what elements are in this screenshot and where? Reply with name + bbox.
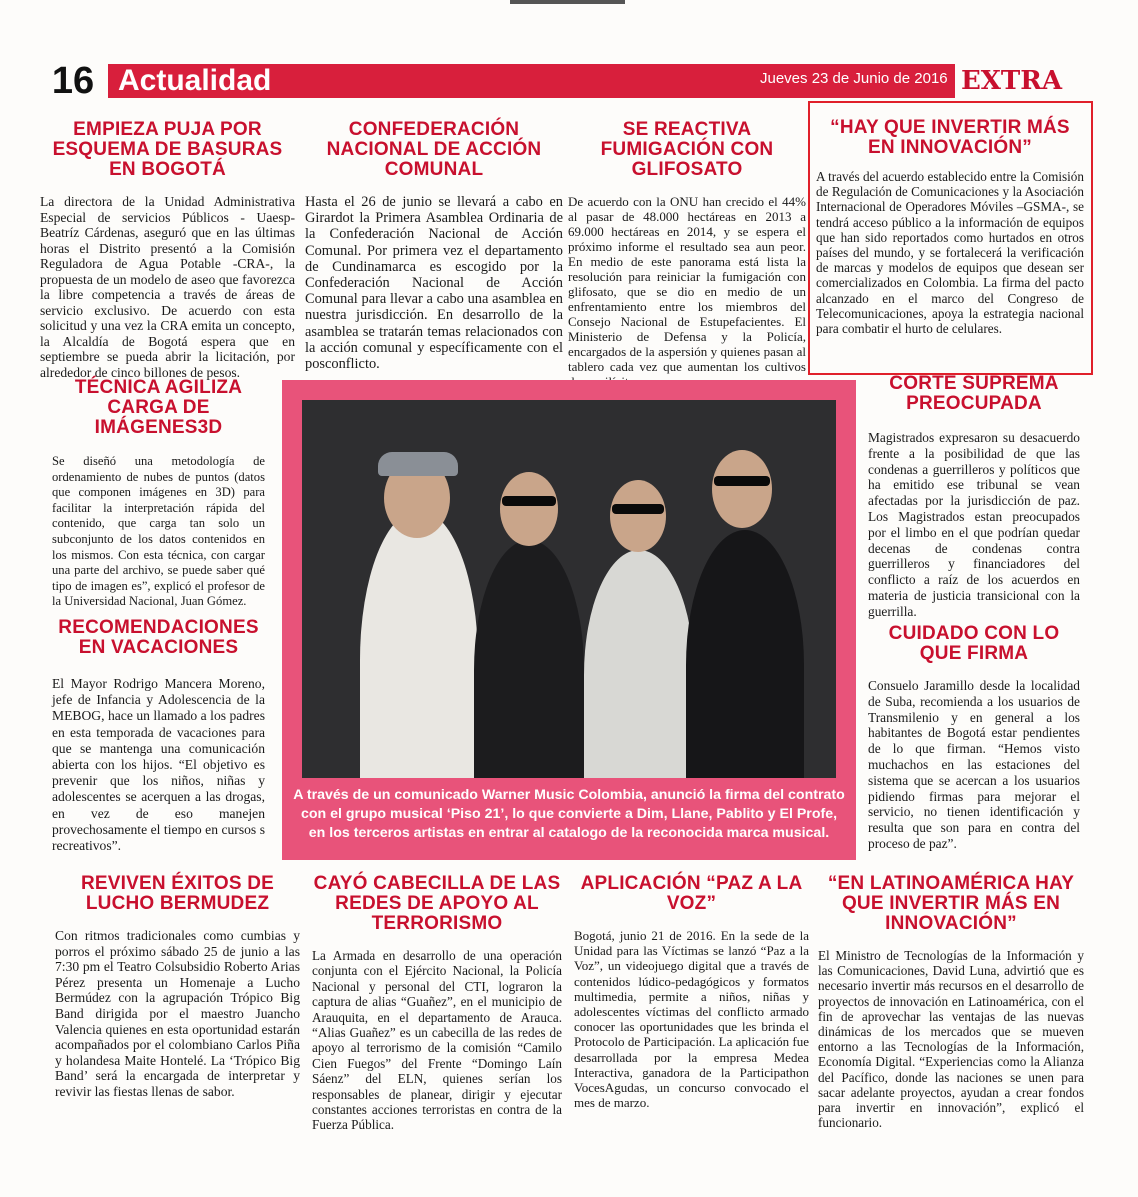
headline: APLICACIÓN “PAZ A LA VOZ” [580,873,803,914]
cap-icon [378,452,458,476]
page-number: 16 [38,60,108,102]
issue-date: Jueves 23 de Junio de 2016 [760,70,948,87]
band-photo [302,400,836,778]
headline: CUIDADO CON LO QUE FIRMA [888,623,1060,664]
article-body: La directora de la Unidad Administrativa Especial de servicios Públicos - Uaesp- Beatríz Cárdenas, aseguró que en las últimas horas el Distrito presentó a la Comisión Reguladora de Agua Potable -CRA-, la propuesta de un modelo de aseo que favorezca la libre competencia a través de áreas de servicio exclusivo. De acuerdo con esta solicitud y una vez la CRA emita un concepto, la Alcaldía de Bogotá espera que en septiembre se pueda abrir la licitación, por alrededor de cinco billones de pesos. [40,194,295,380]
article-body: El Mayor Rodrigo Mancera Moreno, jefe de Infancia y Adolescencia de la MEBOG, hace un llamado a los padres en esta temporada de vacaciones para que se mantenga una comunicación abierta con los hijos. “El objetivo es prevenir que los niños, niñas y adolescentes se acerquen a las drogas, en vez de eso manejen provechosamente el tiempo en cursos s recreativos”. [52,676,265,854]
person-head [712,450,772,528]
article-glifosato [568,120,806,389]
headline: TÉCNICA AGILIZA CARGA DE IMÁGENES3D [74,377,243,438]
article-body: El Ministro de Tecnologías de la Información y las Comunicaciones, David Luna, advirtió que es necesario invertir más recursos en el desarrollo de proyectos de innovación en Latinoamérica, con el fin de aprovechar las ventajas de las nuevas dinámicas de los mercados que se mueven entorno a las Tecnologías de la Información, Economía Digital. “Experiencias como la Alianza del Pacífico, donde las naciones se unen para sacar adelante proyectos, ayudan a crear fondos para invertir en innovación”, explicó el funcionario. [818,948,1084,1131]
top-edge-mark [510,0,625,4]
article-corte-suprema [868,374,1080,620]
person-white-shirt [360,510,478,778]
section-title: Actualidad [118,64,272,97]
article-body: De acuerdo con la ONU han crecido el 44% al pasar de 48.000 hectáreas en 2013 a 69.000 hectáreas en 2014, y se espera el próximo informe el resultado sea aun peor. En medio de este panorama está lista la resolución para reiniciar la fumigación con glifosato, que se dio en medio de un enfrentamiento entre los miembros del Consejo Nacional de Estupefacientes. El Ministerio de Defensa y la Policía, encargados de la aspersión y quienes pasan al tablero cada vez que aumentan los cultivos [568,194,806,374]
person-head [610,480,666,552]
headline: “HAY QUE INVERTIR MÁS EN INNOVACIÓN” [830,117,1070,158]
article-body: Bogotá, junio 21 de 2016. En la sede de la Unidad para las Víctimas se lanzó “Paz a la Voz”, un videojuego digital que a través de contenidos lúdico-pedagógicos y formatos multimedia, permite a niños, niñas y adolescentes víctimas del conflicto armado conocer las oportunidades que les brinda el Protocolo de Participación. La aplicación fue desarrollada por la empresa Medea Interactiva, ganadora de la Participathon VocesAgudas, un concurso convocado el mes de marzo. [574,928,809,1111]
sunglasses-icon [502,496,556,506]
headline: RECOMENDACIONES EN VACACIONES [58,617,259,658]
photo-caption: A través de un comunicado Warner Music Colombia, anunció la firma del contrato con el grupo musical ‘Piso 21’, lo que convierte a Dim, Llane, Pablito y El Profe, en los terceros artistas en entrar al catalogo de la reconocida marca musical. [293,787,845,841]
article-body: Hasta el 26 de junio se llevará a cabo en Girardot la Primera Asamblea Ordinaria de la Confederación Nacional de Acción Comunal. Por primera vez el departamento de Cundinamarca es escogido por la Confederación Nacional de Acción Comunal para llevar a cabo una asamblea en nuestra jurisdicción. En desarrollo de la asamblea se tratarán temas relacionados con la acción comunal y específicamente con el posconflicto. [305,194,563,373]
article-accion-comunal [305,120,563,372]
article-cuidado-firma [868,624,1080,852]
headline: SE REACTIVA FUMIGACIÓN CON GLIFOSATO [600,119,774,180]
headline: CAYÓ CABECILLA DE LAS REDES DE APOYO AL TERRORISMO [313,873,561,934]
newspaper-logo: EXTRA [955,64,1068,98]
article-vacaciones [52,618,265,854]
sunglasses-icon [714,476,770,486]
article-body: Magistrados expresaron su desacuerdo frente a la posibilidad de que las condenas a guerrilleros y políticos que ha emitido ese tribunal se vean afectadas por la jurisdicción de paz. Los Magistrados estan preocupados por el limbo en el que podrían quedar decenas de condenas contra guerrilleros y financiadores del conflicto a raíz de los acuerdos en materia de justicia transicional con la guerrilla. [868,430,1080,619]
article-invertir-innovacion [816,118,1084,336]
article-lucho-bermudez [55,874,300,1100]
article-body: A través del acuerdo establecido entre la Comisión de Regulación de Comunicaciones y la Asociación Internacional de Operadores Móviles –GSMA-, se tendrá acceso público a la información de equipos que han sido reportados como hurtados en otros países del mundo, y se fortalecerá la verificación de marcas y modelos de equipos que desean ser comercializados en Colombia. La firma del pacto alcanzado en el marco del Congreso de Telecomunicaciones, apoya la estrategia nacional para combatir el hurto de celulares. [816,169,1084,337]
sunglasses-icon [612,504,664,514]
person-black-jacket [686,530,804,778]
headline: EMPIEZA PUJA POR ESQUEMA DE BASURAS EN BOGOTÁ [52,119,283,180]
person-head [500,472,558,546]
article-cabecilla [312,874,562,1133]
headline: “EN LATINOAMÉRICA HAY QUE INVERTIR MÁS EN INNOVACIÓN” [827,873,1075,934]
article-imagenes3d [52,378,265,610]
article-body: Se diseñó una metodología de ordenamiento de nubes de puntos (datos que componen imágenes en 3D) para facilitar la interpretación rápida del contenido, que carga tan solo un subconjunto de los datos contenidos en los mismos. Con esta técnica, con cargar una parte del archivo, se puede saber qué tipo de imagen es”, explicó el profesor de la Universidad Nacional, Juan Gómez. [52,454,265,609]
article-latinoamerica [818,874,1084,1130]
person-light-shirt [584,550,694,778]
headline: CONFEDERACIÓN NACIONAL DE ACCIÓN COMUNAL [326,119,542,180]
article-basuras [40,120,295,380]
article-body: La Armada en desarrollo de una operación conjunta con el Ejército Nacional, la Policía Nacional y personal del CTI, lograron la captura de alias “Guañez”, en el municipio de Arauquita, en el departamento de Arauca. “Alias Guañez” es un cabecilla de las redes de apoyo al terrorismo de la comisión “Camilo Cien Fuegos” del Frente “Domingo Laín Sáenz” del ELN, quienes serían los responsables de planear, dirigir y ejecutar constantes acciones terroristas en contra de la Fuerza Pública. [312,948,562,1133]
article-paz-a-la-voz [574,874,809,1110]
article-body: Consuelo Jaramillo desde la localidad de Suba, recomienda a los usuarios de Transmilenio y en general a los habitantes de Bogotá estar pendientes de lo que firman. “Hemos visto muchachos en las estaciones del sistema que se acercan a los usuarios pidiendo firmas para mejorar el servicio, no tienen identificación y resulta que son para en contra del proceso de paz”. [868,678,1080,851]
article-body: Con ritmos tradicionales como cumbias y porros el próximo sábado 25 de junio a las 7:30 pm el Teatro Colsubsidio Roberto Arias Pérez presenta un Homenaje a Lucho Bermúdez con la agrupación Trópico Big Band dirigida por el maestro Juancho Valencia quienes en esta oportunidad estarán acompañados por el colombiano Carlos Piña y holandesa Maite Hontelé. La ‘Trópico Big Band’ será la encargada de interpretar y revivir las fiestas llenas de sabor. [55,928,300,1099]
headline: REVIVEN ÉXITOS DE LUCHO BERMUDEZ [80,873,275,914]
person-dark-jacket [474,540,584,778]
headline: CORTE SUPREMA PREOCUPADA [889,373,1059,414]
